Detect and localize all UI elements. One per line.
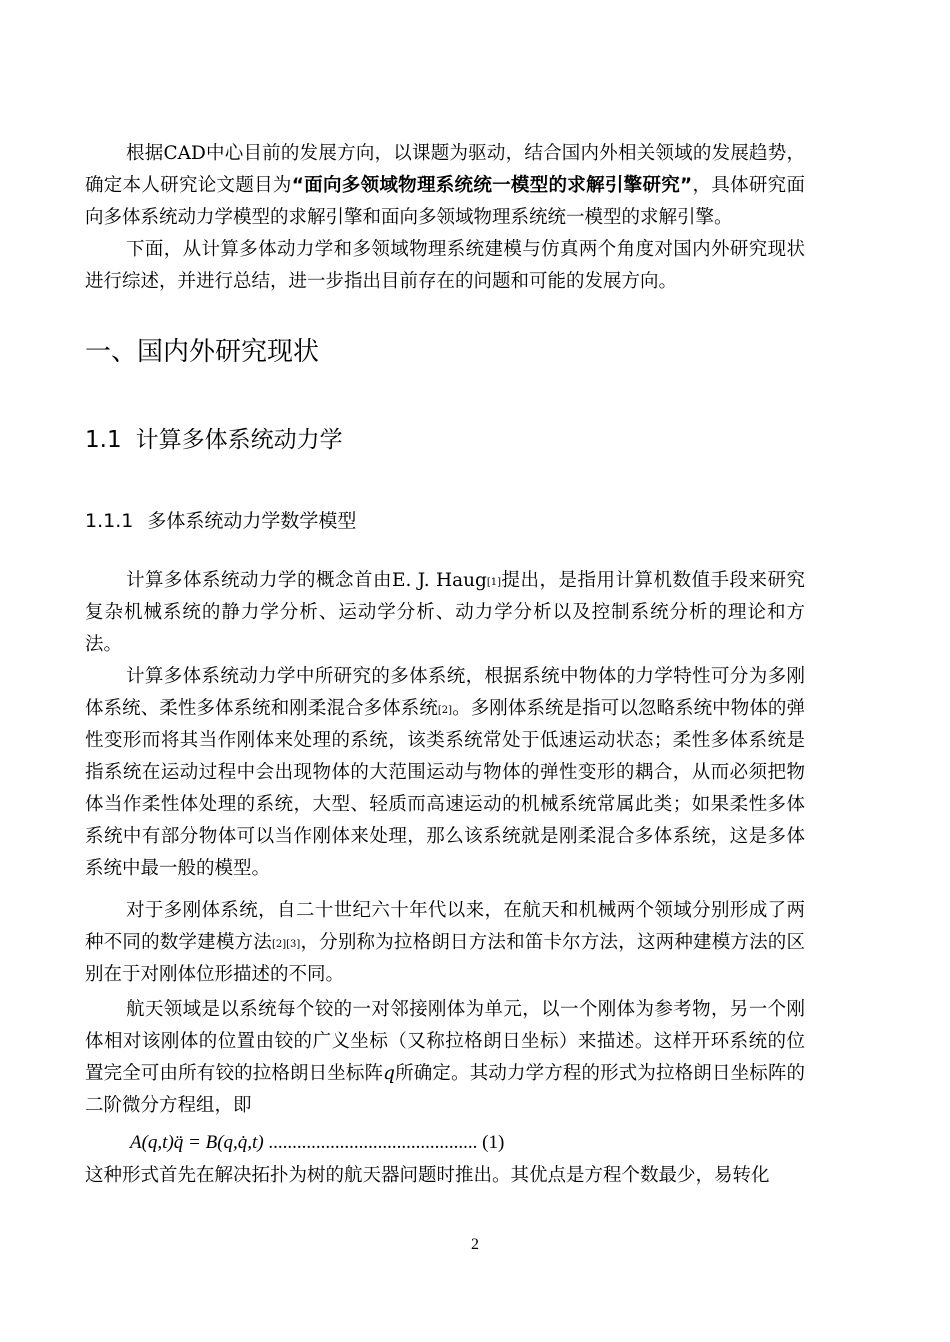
section-heading: 一、国内外研究现状 bbox=[85, 337, 320, 367]
equation-1 bbox=[130, 1128, 504, 1158]
methods-text-before: 对于多刚体系统，自二十世纪六十年代以来，在航天和机械两个领域分别形成了两种不同的数学建模方法 bbox=[85, 900, 805, 953]
concept-text-before: 计算多体系统动力学的概念首由E. J. Haug bbox=[126, 570, 487, 591]
paragraph-aerospace bbox=[85, 994, 805, 1122]
paragraph-classification bbox=[85, 661, 805, 885]
classification-text-after: 。多刚体系统是指可以忽略系统中物体的弹性变形而将其当作刚体来处理的系统，该类系统常处于低速运动状态；柔性多体系统是指系统在运动过程中会出现物体的大范围运动与物体的弹性变形的耦合，从而必须把物体当作柔性体处理的系统，大型、轻质而高速运动的机械系统常属此类；如果柔性多体系统中有部分物体可以当作刚体来处理，那么该系统就是刚柔混合多体系统，这是多体系统中最一般的模型。 bbox=[85, 698, 805, 879]
paragraph-concept bbox=[85, 565, 805, 661]
aerospace-text-before: 航天领域是以系统每个铰的一对邻接刚体为单元，以一个刚体为参考物，另一个刚体相对该刚体的位置由铰的广义坐标（又称拉格朗日坐标）来描述。这样开环系统的位置完全可由所有铰的拉格朗日坐标阵 bbox=[85, 999, 805, 1084]
page-number: 2 bbox=[471, 1236, 479, 1253]
subsection-heading bbox=[85, 422, 343, 458]
citation-ref: [1] bbox=[486, 577, 502, 588]
paragraph-methods bbox=[85, 895, 805, 991]
paragraph-intro bbox=[85, 138, 805, 234]
subsection-number: 1.1 bbox=[85, 427, 122, 453]
subsubsection-number: 1.1.1 bbox=[85, 510, 134, 532]
methods-text-after: ，分别称为拉格朗日方法和笛卡尔方法，这两种建模方法的区别在于对刚体位形描述的不同。 bbox=[85, 932, 805, 985]
intro-text-before: 根据CAD中心目前的发展方向，以课题为驱动，结合国内外相关领域的发展趋势，确定本人研究论文题目为 bbox=[85, 143, 805, 196]
concept-text-after: 提出，是指用计算机数值手段来研究复杂机械系统的静力学分析、运动学分析、动力学分析以及控制系统分析的理论和方法。 bbox=[85, 570, 805, 655]
subsubsection-heading bbox=[85, 505, 356, 537]
citation-ref: [2][3] bbox=[271, 939, 301, 950]
subsubsection-title: 多体系统动力学数学模型 bbox=[147, 510, 357, 532]
subsection-title: 计算多体系统动力学 bbox=[135, 427, 343, 453]
coordinate-symbol: q bbox=[383, 1063, 396, 1084]
equation-leader-dots: ............................................ bbox=[268, 1132, 478, 1153]
classification-text-before: 计算多体系统动力学中所研究的多体系统，根据系统中物体的力学特性可分为多刚体系统、柔性多体系统和刚柔混合多体系统 bbox=[85, 666, 805, 719]
thesis-title: “面向多领域物理系统统一模型的求解引擎研究” bbox=[291, 175, 693, 196]
paragraph-overview: 下面，从计算多体动力学和多领域物理系统建模与仿真两个角度对国内外研究现状进行综述，并进行总结，进一步指出目前存在的问题和可能的发展方向。 bbox=[85, 239, 805, 292]
aerospace-text-after: 所确定。其动力学方程的形式为拉格朗日坐标阵的二阶微分方程组，即 bbox=[85, 1063, 805, 1116]
equation-expression: A(q,t)q̈ = B(q,q̇,t) bbox=[130, 1132, 264, 1153]
paragraph-continuation: 这种形式首先在解决拓扑为树的航天器问题时推出。其优点是方程个数最少，易转化 bbox=[85, 1165, 770, 1186]
equation-label: (1) bbox=[482, 1132, 505, 1153]
citation-ref: [2] bbox=[437, 705, 453, 716]
intro-text-after: ，具体研究面向多体系统动力学模型的求解引擎和面向多领域物理系统统一模型的求解引擎。 bbox=[85, 175, 805, 228]
